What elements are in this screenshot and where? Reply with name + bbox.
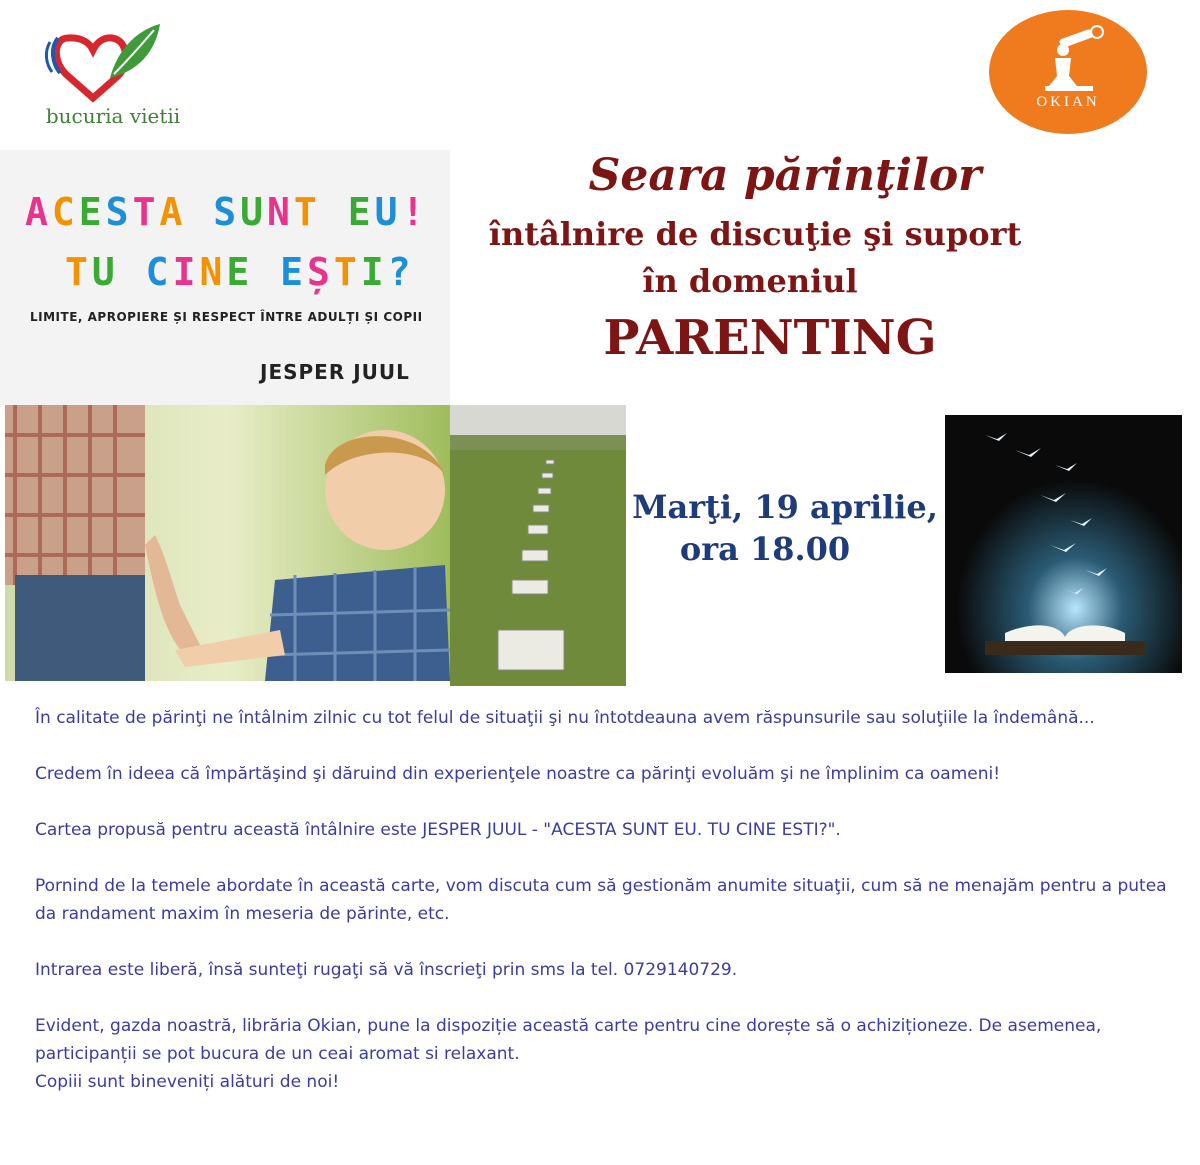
paragraph-registration: Intrarea este liberă, însă sunteţi rugaţi să vă înscrieţi prin sms la tel. 0729140729. bbox=[35, 960, 738, 980]
cover-subtitle: LIMITE, APROPIERE ȘI RESPECT ÎNTRE ADULȚI ȘI COPII bbox=[30, 310, 423, 324]
event-date: Marţi, 19 aprilie, bbox=[632, 488, 938, 526]
paragraph-belief: Credem în ideea că împărtăşind şi dăruind din experienţele noastre ca părinţi evoluăm şi ne împlinim ca oameni! bbox=[35, 764, 1001, 784]
okian-logo bbox=[989, 10, 1147, 134]
flying-book-photo bbox=[945, 415, 1182, 673]
event-subtitle-line2: în domeniul bbox=[642, 262, 858, 300]
bucuria-vietii-logo bbox=[38, 18, 188, 133]
books-path-photo bbox=[450, 405, 626, 686]
paragraph-children: Copiii sunt bineveniți alături de noi! bbox=[35, 1072, 340, 1092]
paragraph-topics: Pornind de la temele abordate în această carte, vom discuta cum să gestionăm anumite situaţii, cum să ne menajăm pentru a putea da randament maxim în meseria de părinte, etc. bbox=[35, 876, 1167, 924]
event-description bbox=[35, 704, 1175, 1096]
paragraph-intro: În calitate de părinţi ne întâlnim zilnic cu tot felul de situaţii şi nu întotdeauna avem răspunsurile sau soluţiile la îndemână... bbox=[35, 708, 1095, 728]
event-subtitle-line1: întâlnire de discuţie şi suport bbox=[488, 215, 1022, 253]
paragraph-host-text: Evident, gazda noastră, librăria Okian, pune la dispoziție această carte pentru cine dorește să o achiziționeze. De asemenea, participanții se pot bucura de un ceai aromat si relaxant. bbox=[35, 1016, 1102, 1064]
cover-title-line1: ACESTA SUNT EU! bbox=[25, 190, 429, 234]
event-topic: PARENTING bbox=[603, 310, 937, 366]
paragraph-book: Cartea propusă pentru această întâlnire este JESPER JUUL - "ACESTA SUNT EU. TU CINE ESTI?". bbox=[35, 820, 841, 840]
heart-leaf-icon bbox=[38, 18, 188, 108]
telescope-reader-icon bbox=[989, 10, 1147, 100]
bucuria-vietii-text: bucuria vietii bbox=[45, 104, 181, 128]
parent-child-photo bbox=[5, 405, 450, 681]
paragraph-host bbox=[35, 1012, 1175, 1096]
cover-author: JESPER JUUL bbox=[260, 360, 410, 384]
okian-text: OKIAN bbox=[1036, 94, 1100, 110]
event-title: Seara părinţilor bbox=[588, 150, 982, 201]
event-time: ora 18.00 bbox=[679, 530, 851, 568]
book-cover bbox=[0, 150, 450, 405]
cover-title-line2: TU CINE EȘTI? bbox=[65, 250, 415, 294]
